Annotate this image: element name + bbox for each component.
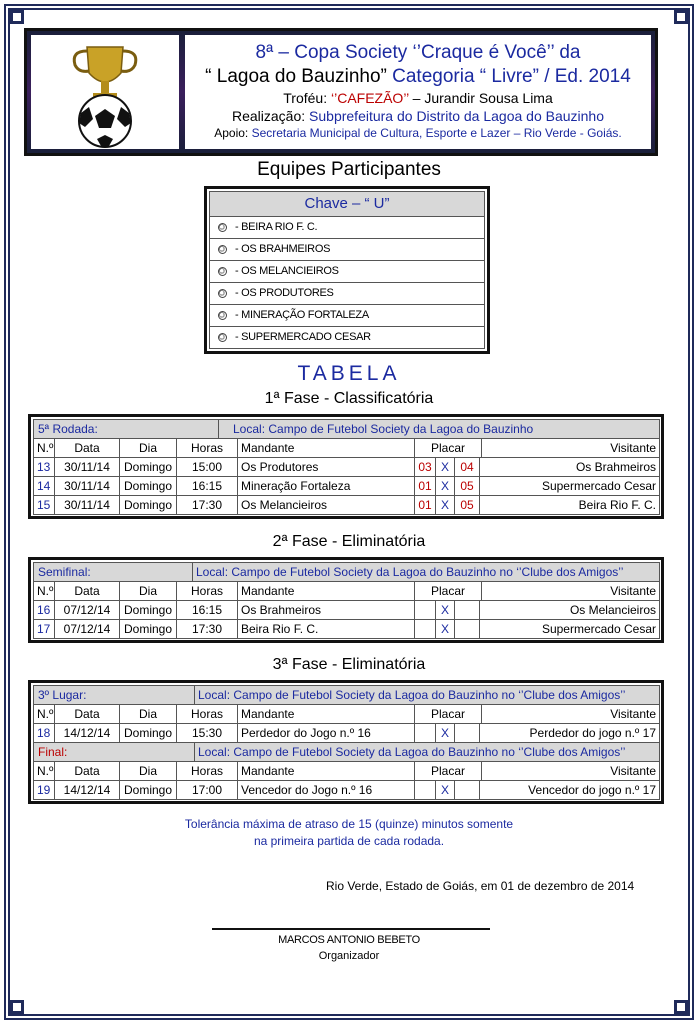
game-day: Domingo — [119, 495, 177, 515]
col-day: Dia — [119, 581, 177, 601]
signature-line — [212, 928, 490, 930]
away-score — [454, 600, 480, 620]
game-day: Domingo — [119, 600, 177, 620]
ball-icon — [218, 289, 227, 298]
versus-mark: X — [435, 476, 455, 496]
away-score: 05 — [454, 495, 480, 515]
game-date: 07/12/14 — [54, 619, 120, 639]
col-home: Mandante — [237, 438, 415, 458]
round-label: Semifinal: — [33, 562, 193, 582]
game-number: 18 — [33, 723, 55, 743]
col-away: Visitante — [481, 704, 660, 724]
game-number: 13 — [33, 457, 55, 477]
venue-label: Local: Campo de Futebol Society da Lagoa do Bauzinho — [218, 419, 660, 439]
phase1-table — [28, 414, 664, 519]
schedule-title: TABELA — [297, 362, 401, 385]
home-score — [414, 780, 436, 800]
support-label: Apoio: — [214, 126, 252, 140]
home-team: Mineração Fortaleza — [237, 476, 415, 496]
team-name: - OS PRODUTORES — [235, 287, 334, 299]
game-day: Domingo — [119, 619, 177, 639]
team-item — [209, 283, 485, 305]
team-item — [209, 305, 485, 327]
col-date: Data — [54, 438, 120, 458]
game-time: 16:15 — [176, 476, 238, 496]
versus-mark: X — [435, 619, 455, 639]
game-time: 15:30 — [176, 723, 238, 743]
round-label: 3º Lugar: — [33, 685, 195, 705]
signer-role: Organizador — [318, 950, 380, 962]
team-name: - MINERAÇÃO FORTALEZA — [235, 309, 369, 321]
game-day: Domingo — [119, 723, 177, 743]
game-row — [33, 723, 659, 742]
teams-box — [204, 186, 490, 354]
game-time: 16:15 — [176, 600, 238, 620]
team-item — [209, 217, 485, 239]
column-header-row — [33, 761, 659, 780]
col-away: Visitante — [481, 581, 660, 601]
col-no: N.º — [33, 761, 55, 781]
game-row — [33, 780, 659, 799]
home-score — [414, 723, 436, 743]
col-home: Mandante — [237, 704, 415, 724]
round-header — [33, 742, 659, 761]
note-line: na primeira partida de cada rodada. — [253, 834, 445, 848]
away-team: Perdedor do jogo n.º 17 — [479, 723, 660, 743]
game-date: 30/11/14 — [54, 495, 120, 515]
game-row — [33, 476, 659, 495]
header-banner — [24, 28, 658, 156]
column-header-row — [33, 704, 659, 723]
col-day: Dia — [119, 761, 177, 781]
home-score: 01 — [414, 476, 436, 496]
versus-mark: X — [435, 780, 455, 800]
versus-mark: X — [435, 600, 455, 620]
support-line — [185, 125, 651, 141]
col-date: Data — [54, 704, 120, 724]
column-header-row — [33, 581, 659, 600]
versus-mark: X — [435, 495, 455, 515]
trophy-label: Troféu: — [283, 90, 331, 106]
game-date: 07/12/14 — [54, 600, 120, 620]
round-header — [33, 685, 659, 704]
game-day: Domingo — [119, 780, 177, 800]
col-no: N.º — [33, 581, 55, 601]
event-title: 8ª – Copa Society ‘’Craque é Você’’ da — [255, 42, 581, 63]
phase2-title: 2ª Fase - Eliminatória — [272, 533, 426, 550]
phase1-title: 1ª Fase - Classificatória — [264, 390, 434, 407]
phase3-table — [28, 680, 664, 804]
col-away: Visitante — [481, 438, 660, 458]
teams-title: Equipes Participantes — [257, 159, 441, 180]
note-line: Tolerância máxima de atraso de 15 (quinze) minutos somente — [184, 817, 514, 831]
col-score: Placar — [414, 761, 482, 781]
col-day: Dia — [119, 704, 177, 724]
game-row — [33, 457, 659, 476]
venue-label: Local: Campo de Futebol Society da Lagoa do Bauzinho no ‘’Clube dos Amigos’’ — [192, 562, 660, 582]
col-score: Placar — [414, 704, 482, 724]
round-header — [33, 419, 659, 438]
col-time: Horas — [176, 761, 238, 781]
game-row — [33, 619, 659, 638]
trophy-icon — [31, 35, 179, 149]
game-number: 17 — [33, 619, 55, 639]
game-time: 17:30 — [176, 619, 238, 639]
game-number: 15 — [33, 495, 55, 515]
home-team: Perdedor do Jogo n.º 16 — [237, 723, 415, 743]
col-home: Mandante — [237, 761, 415, 781]
col-score: Placar — [414, 438, 482, 458]
game-row — [33, 495, 659, 514]
game-date: 14/12/14 — [54, 780, 120, 800]
ball-icon — [218, 223, 227, 232]
game-day: Domingo — [119, 457, 177, 477]
away-score — [454, 723, 480, 743]
game-date: 30/11/14 — [54, 457, 120, 477]
organizer-line — [185, 107, 651, 125]
team-name: - OS MELANCIEIROS — [235, 265, 339, 277]
ball-icon — [218, 245, 227, 254]
game-day: Domingo — [119, 476, 177, 496]
col-time: Horas — [176, 704, 238, 724]
group-label: Chave – “ U” — [209, 191, 485, 217]
round-label: 5ª Rodada: — [33, 419, 219, 439]
col-time: Horas — [176, 581, 238, 601]
signer-name: MARCOS ANTONIO BEBETO — [278, 934, 420, 946]
home-team: Os Produtores — [237, 457, 415, 477]
team-item — [209, 327, 485, 349]
support-name: Secretaria Municipal de Cultura, Esporte e Lazer – Rio Verde - Goiás. — [251, 126, 622, 140]
col-time: Horas — [176, 438, 238, 458]
venue-label: Local: Campo de Futebol Society da Lagoa do Bauzinho no ‘’Clube dos Amigos’’ — [194, 685, 660, 705]
col-score: Placar — [414, 581, 482, 601]
game-time: 17:00 — [176, 780, 238, 800]
col-no: N.º — [33, 438, 55, 458]
phase3-title: 3ª Fase - Eliminatória — [272, 656, 426, 673]
title-block — [185, 35, 651, 149]
game-time: 15:00 — [176, 457, 238, 477]
trophy-line — [185, 89, 651, 107]
away-team: Beira Rio F. C. — [479, 495, 660, 515]
away-score: 04 — [454, 457, 480, 477]
phase2-table — [28, 557, 664, 643]
column-header-row — [33, 438, 659, 457]
home-score — [414, 619, 436, 639]
round-header — [33, 562, 659, 581]
team-name: - BEIRA RIO F. C. — [235, 221, 318, 233]
ball-icon — [218, 333, 227, 342]
away-team: Os Melancieiros — [479, 600, 660, 620]
game-time: 17:30 — [176, 495, 238, 515]
organizer-name: Subprefeitura do Distrito da Lagoa do Bauzinho — [309, 108, 605, 124]
home-team: Os Brahmeiros — [237, 600, 415, 620]
versus-mark: X — [435, 457, 455, 477]
col-away: Visitante — [481, 761, 660, 781]
game-date: 30/11/14 — [54, 476, 120, 496]
team-name: - SUPERMERCADO CESAR — [235, 331, 371, 343]
away-score — [454, 619, 480, 639]
trophy-honoree: – Jurandir Sousa Lima — [408, 90, 553, 106]
team-item — [209, 261, 485, 283]
game-number: 19 — [33, 780, 55, 800]
away-team: Supermercado Cesar — [479, 476, 660, 496]
col-date: Data — [54, 581, 120, 601]
ball-icon — [218, 267, 227, 276]
home-team: Vencedor do Jogo n.º 16 — [237, 780, 415, 800]
game-number: 16 — [33, 600, 55, 620]
corner-ornament — [674, 1000, 688, 1014]
away-score: 05 — [454, 476, 480, 496]
venue-label: Local: Campo de Futebol Society da Lagoa do Bauzinho no ‘’Clube dos Amigos’’ — [194, 742, 660, 762]
game-row — [33, 600, 659, 619]
home-team: Os Melancieiros — [237, 495, 415, 515]
game-date: 14/12/14 — [54, 723, 120, 743]
col-date: Data — [54, 761, 120, 781]
team-name: - OS BRAHMEIROS — [235, 243, 331, 255]
game-number: 14 — [33, 476, 55, 496]
date-location: Rio Verde, Estado de Goiás, em 01 de dezembro de 2014 — [326, 879, 635, 893]
col-day: Dia — [119, 438, 177, 458]
tolerance-note — [0, 816, 698, 850]
category-edition: Categoria “ Livre” / Ed. 2014 — [392, 66, 631, 87]
team-item — [209, 239, 485, 261]
home-team: Beira Rio F. C. — [237, 619, 415, 639]
corner-ornament — [10, 10, 24, 24]
home-score — [414, 600, 436, 620]
round-label: Final: — [33, 742, 195, 762]
away-team: Os Brahmeiros — [479, 457, 660, 477]
corner-ornament — [674, 10, 688, 24]
corner-ornament — [10, 1000, 24, 1014]
event-subtitle — [185, 65, 651, 89]
away-score — [454, 780, 480, 800]
home-score: 01 — [414, 495, 436, 515]
versus-mark: X — [435, 723, 455, 743]
col-no: N.º — [33, 704, 55, 724]
home-score: 03 — [414, 457, 436, 477]
trophy-name: ‘’CAFEZÃO’’ — [330, 90, 409, 106]
location-name: “ Lagoa do Bauzinho” — [205, 66, 393, 87]
away-team: Supermercado Cesar — [479, 619, 660, 639]
organizer-label: Realização: — [231, 108, 310, 124]
away-team: Vencedor do jogo n.º 17 — [479, 780, 660, 800]
ball-icon — [218, 311, 227, 320]
col-home: Mandante — [237, 581, 415, 601]
